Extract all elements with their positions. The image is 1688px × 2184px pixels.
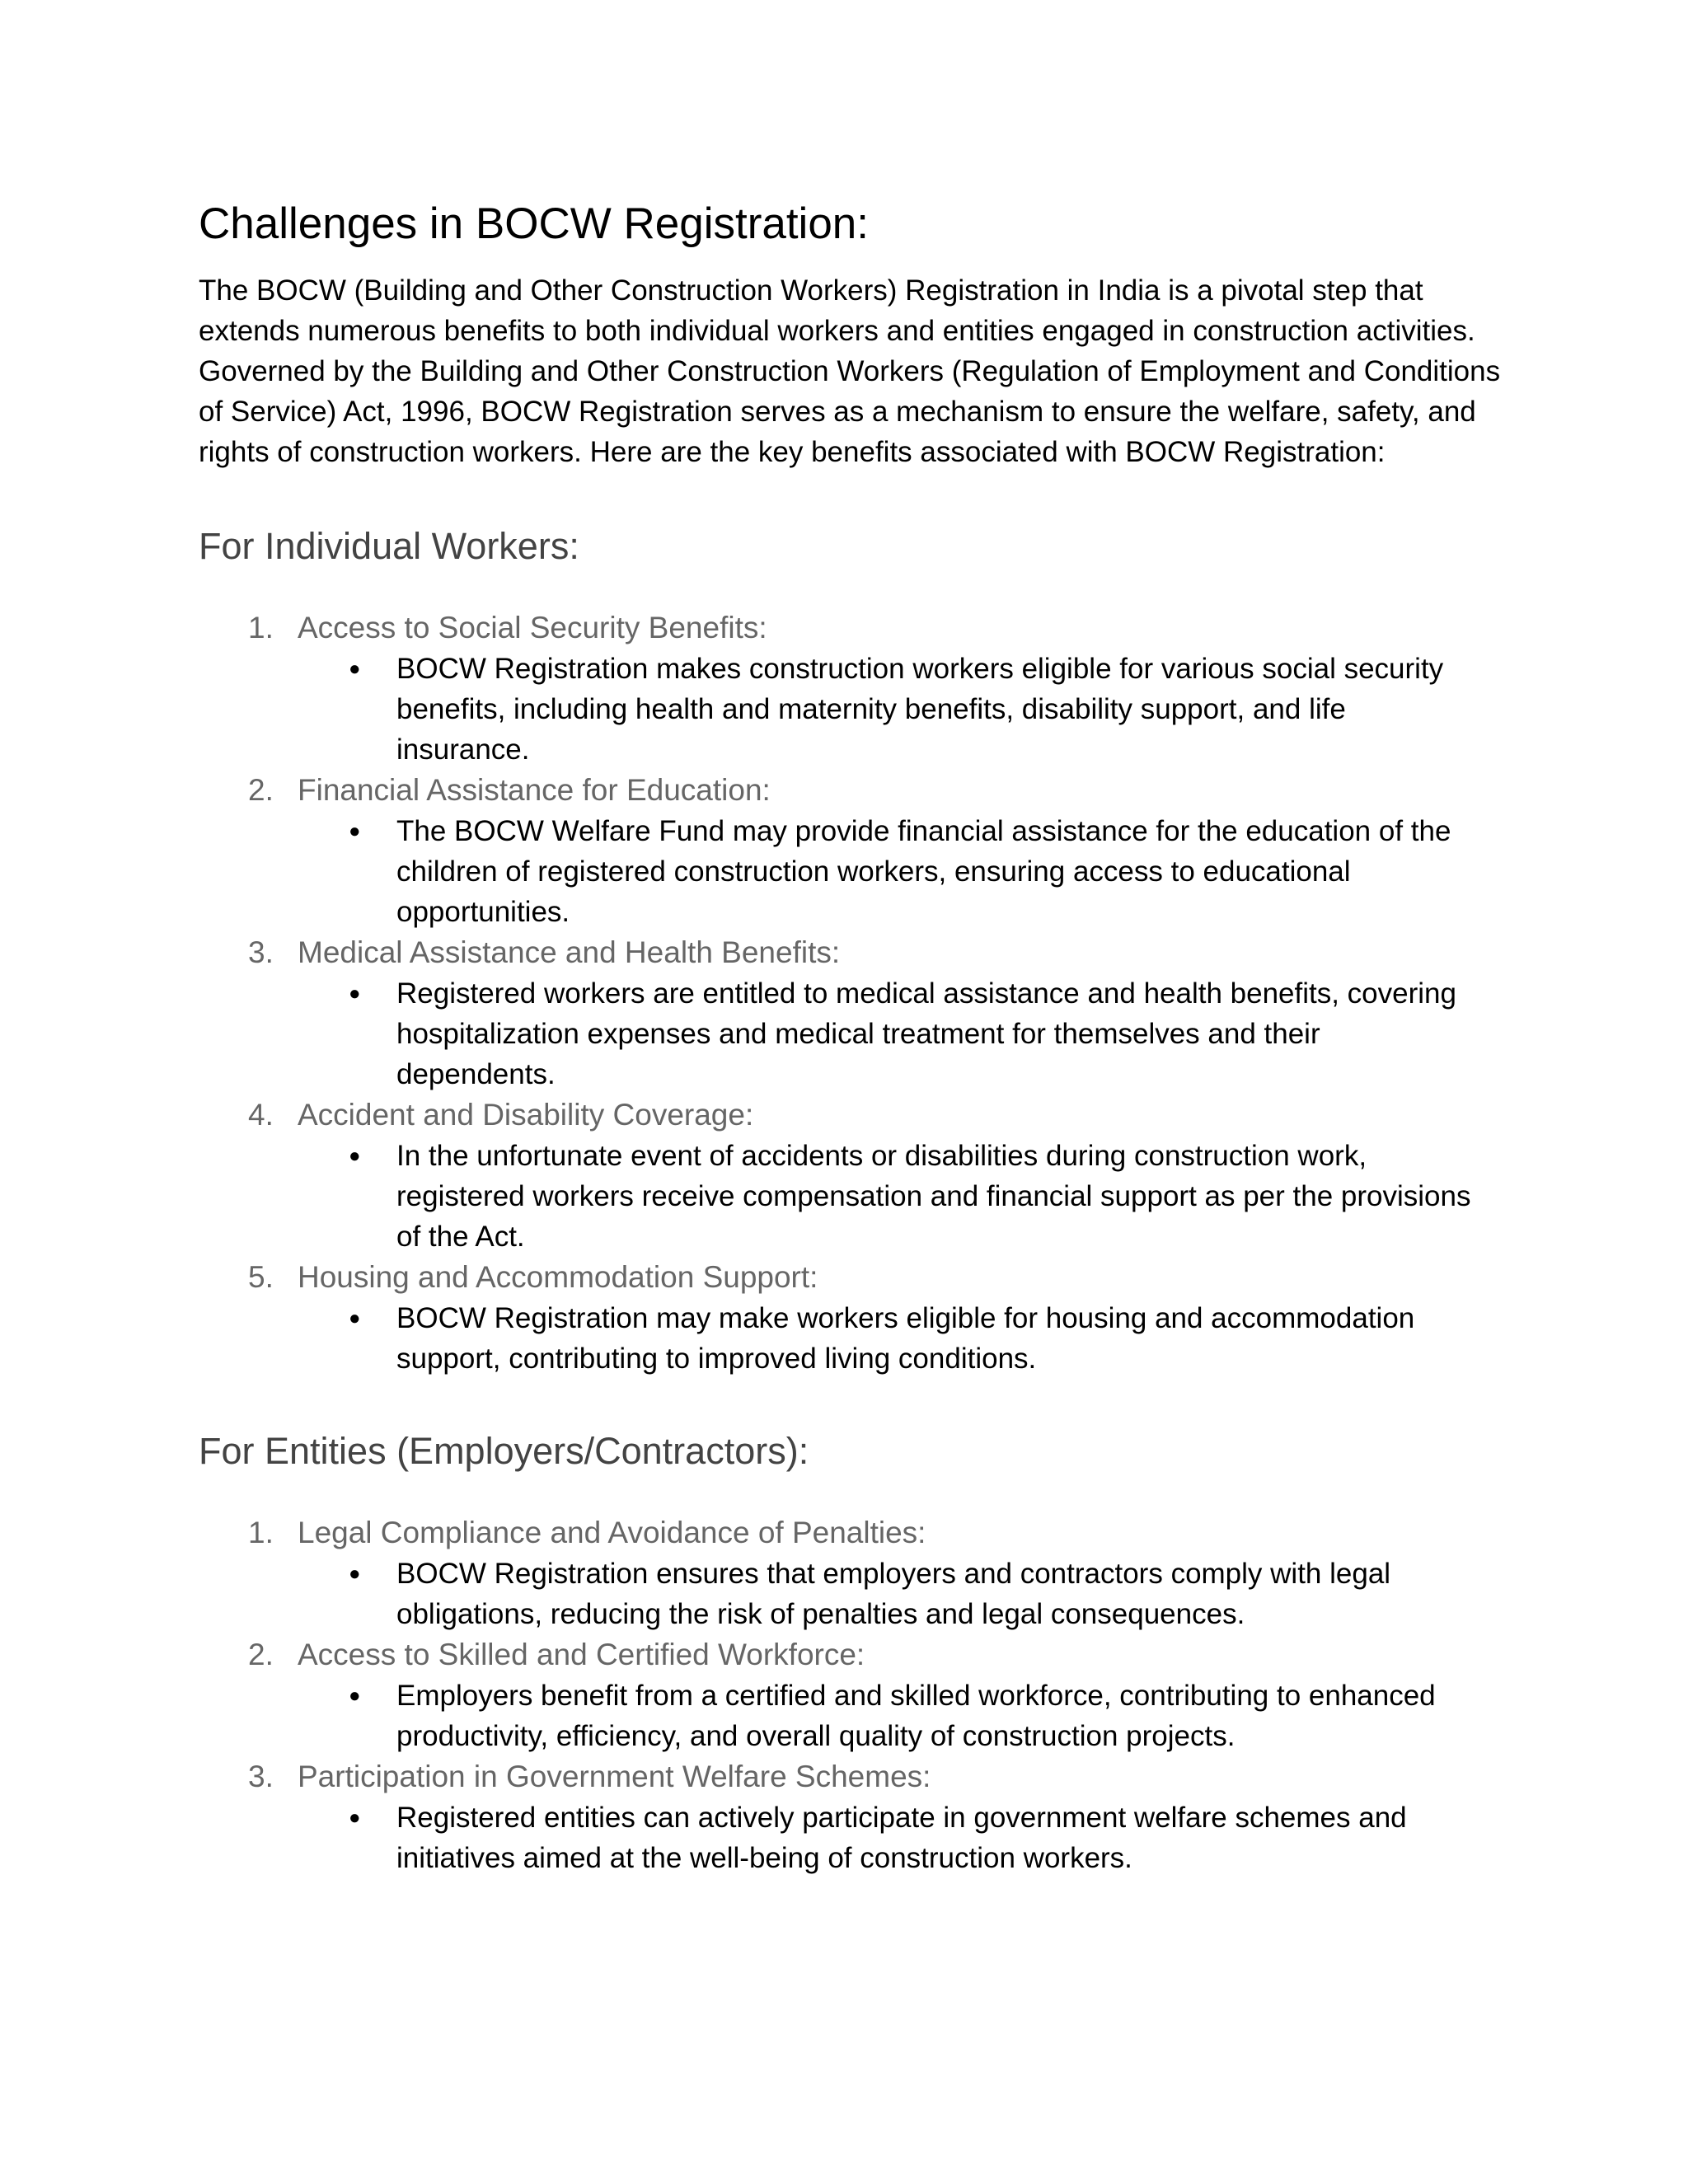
list-item-title: Participation in Government Welfare Schemes: <box>298 1760 931 1793</box>
bullet-item <box>298 1554 1484 1634</box>
section-heading-entities: For Entities (Employers/Contractors): <box>199 1430 809 1472</box>
list-item-number: 3. <box>248 935 274 969</box>
list-item-title: Medical Assistance and Health Benefits: <box>298 935 841 969</box>
list-item <box>199 1634 1501 1756</box>
individual-benefits-list <box>199 607 1501 1379</box>
bullet-list <box>298 811 1501 932</box>
bullet-icon: ● <box>349 1145 361 1167</box>
bullet-icon: ● <box>349 1685 361 1707</box>
bullet-list <box>298 1554 1501 1634</box>
list-item-title: Access to Social Security Benefits: <box>298 611 767 644</box>
list-item-title: Accident and Disability Coverage: <box>298 1098 754 1132</box>
list-item-number: 5. <box>248 1260 274 1294</box>
bullet-text: Registered entities can actively participate in government welfare schemes and initiatives aimed at the well-being of construction workers. <box>396 1802 1407 1874</box>
bullet-text: BOCW Registration may make workers eligible for housing and accommodation support, contributing to improved living conditions. <box>396 1302 1415 1375</box>
page-title: Challenges in BOCW Registration: <box>199 199 870 248</box>
bullet-item <box>298 811 1484 932</box>
list-item-number: 3. <box>248 1760 274 1793</box>
bullet-list <box>298 1136 1501 1257</box>
list-item <box>199 932 1501 1094</box>
section-heading-individual: For Individual Workers: <box>199 525 579 567</box>
list-item-number: 2. <box>248 773 274 807</box>
list-item-title: Access to Skilled and Certified Workforce: <box>298 1638 865 1671</box>
entity-benefits-list <box>199 1512 1501 1878</box>
list-item-number: 4. <box>248 1098 274 1132</box>
bullet-icon: ● <box>349 1563 361 1585</box>
bullet-text: Employers benefit from a certified and skilled workforce, contributing to enhanced productivity, efficiency, and overall quality of construction projects. <box>396 1680 1436 1752</box>
intro-paragraph: The BOCW (Building and Other Construction Workers) Registration in India is a pivotal step that extends numerous benefits to both individual workers and entities engaged in construction activities. Governed by the Building and Other Construction Workers (Regulation of Employment and Conditions of Service) Act, 1996, BOCW Registration serves as a mechanism to ensure the welfare, safety, and rights of construction workers. Here are the key benefits associated with BOCW Registration: <box>199 274 1501 468</box>
list-item <box>199 1756 1501 1878</box>
bullet-list <box>298 1797 1501 1878</box>
list-item <box>199 1094 1501 1257</box>
document-page <box>199 194 1501 1878</box>
list-item-number: 1. <box>248 1516 274 1549</box>
bullet-item <box>298 973 1484 1094</box>
list-item <box>199 607 1501 770</box>
bullet-list <box>298 1298 1501 1379</box>
bullet-text: In the unfortunate event of accidents or disabilities during construction work, registered workers receive compensation and financial support as per the provisions of the Act. <box>396 1140 1471 1253</box>
list-item <box>199 770 1501 932</box>
bullet-icon: ● <box>349 820 361 842</box>
bullet-item <box>298 1298 1484 1379</box>
bullet-item <box>298 1136 1484 1257</box>
list-item-title: Housing and Accommodation Support: <box>298 1260 818 1294</box>
list-item <box>199 1512 1501 1634</box>
bullet-item <box>298 1797 1484 1878</box>
bullet-icon: ● <box>349 982 361 1005</box>
bullet-list <box>298 973 1501 1094</box>
list-item <box>199 1257 1501 1379</box>
bullet-text: BOCW Registration ensures that employers and contractors comply with legal obligations, reducing the risk of penalties and legal consequences. <box>396 1558 1391 1630</box>
bullet-icon: ● <box>349 1307 361 1329</box>
list-item-number: 1. <box>248 611 274 644</box>
bullet-icon: ● <box>349 1807 361 1829</box>
bullet-list <box>298 649 1501 770</box>
list-item-number: 2. <box>248 1638 274 1671</box>
bullet-list <box>298 1675 1501 1756</box>
bullet-item <box>298 1675 1484 1756</box>
bullet-text: The BOCW Welfare Fund may provide financial assistance for the education of the children of registered construction workers, ensuring access to educational opportunities. <box>396 815 1451 928</box>
bullet-icon: ● <box>349 658 361 680</box>
list-item-title: Financial Assistance for Education: <box>298 773 771 807</box>
bullet-item <box>298 649 1484 770</box>
bullet-text: Registered workers are entitled to medical assistance and health benefits, covering hospitalization expenses and medical treatment for themselves and their dependents. <box>396 977 1456 1090</box>
bullet-text: BOCW Registration makes construction workers eligible for various social security benefits, including health and maternity benefits, disability support, and life insurance. <box>396 653 1444 766</box>
list-item-title: Legal Compliance and Avoidance of Penalties: <box>298 1516 926 1549</box>
